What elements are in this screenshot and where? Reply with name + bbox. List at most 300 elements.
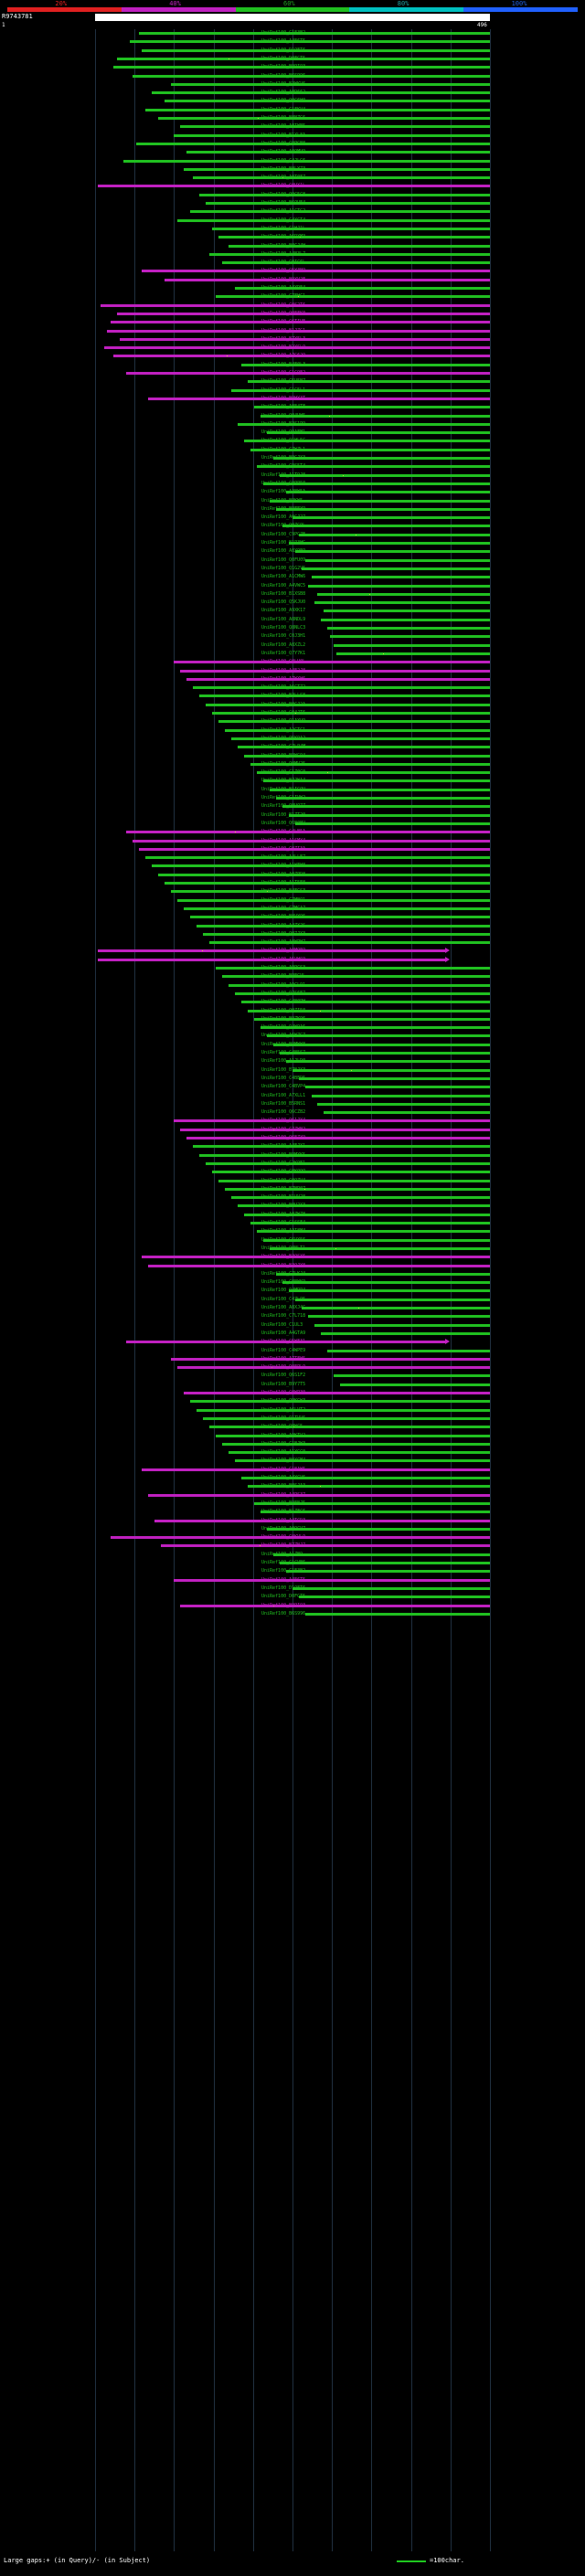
list-item[interactable]: UniRef100_B1IGQU: [261, 786, 306, 792]
hit-bar[interactable]: [148, 1494, 490, 1497]
list-item[interactable]: UniRef100_A9KTV2: [261, 1432, 306, 1438]
hit-bar[interactable]: [302, 567, 490, 570]
hit-bar[interactable]: [206, 704, 490, 706]
table-row[interactable]: [0, 514, 585, 522]
hit-bar[interactable]: [190, 1400, 490, 1403]
hit-bar[interactable]: [314, 601, 490, 604]
list-item[interactable]: UniRef100_A4ZX2S: [261, 922, 306, 928]
table-row[interactable]: [0, 1134, 585, 1142]
hit-bar[interactable]: [142, 1256, 490, 1258]
table-row[interactable]: [0, 446, 585, 454]
table-row[interactable]: [0, 1338, 585, 1346]
list-item[interactable]: UniRef100_C1SSF4: [261, 1220, 306, 1225]
list-item[interactable]: UniRef100_A5VHS9: [261, 956, 306, 962]
list-item[interactable]: UniRef100_C0ZI3A: [261, 845, 306, 852]
table-row[interactable]: [0, 259, 585, 267]
table-row[interactable]: [0, 292, 585, 301]
table-row[interactable]: [0, 726, 585, 735]
table-row[interactable]: [0, 692, 585, 700]
table-row[interactable]: [0, 182, 585, 190]
table-row[interactable]: [0, 717, 585, 726]
list-item[interactable]: UniRef100_A7WXH6: [261, 675, 306, 682]
table-row[interactable]: [0, 1262, 585, 1270]
table-row[interactable]: [0, 735, 585, 743]
table-row[interactable]: [0, 871, 585, 879]
list-item[interactable]: UniRef100_B8NZG6: [261, 115, 306, 121]
list-item[interactable]: UniRef100_Q7S6E7: [261, 990, 306, 996]
table-row[interactable]: [0, 709, 585, 717]
table-row[interactable]: [0, 1007, 585, 1015]
table-row[interactable]: [0, 573, 585, 581]
list-item[interactable]: UniRef100_Q6B0BV: [261, 820, 306, 826]
table-row[interactable]: [0, 1372, 585, 1380]
list-item[interactable]: UniRef100_B3QJY8: [261, 1262, 306, 1268]
hit-bar[interactable]: [308, 1315, 490, 1318]
table-row[interactable]: [0, 63, 585, 71]
table-row[interactable]: [0, 1270, 585, 1278]
hit-bar[interactable]: [206, 1162, 490, 1165]
hit-bar[interactable]: [295, 550, 490, 553]
list-item[interactable]: UniRef100_A8NDL9: [261, 616, 306, 622]
hit-bar[interactable]: [292, 1587, 490, 1590]
list-item[interactable]: UniRef100_C1BJW3: [261, 1440, 306, 1447]
hit-bar[interactable]: [280, 1052, 490, 1055]
list-item[interactable]: UniRef100_C4BVP4: [261, 1084, 306, 1090]
hit-bar[interactable]: [286, 491, 490, 493]
list-item[interactable]: UniRef100_C4ZL95: [261, 1296, 306, 1302]
hit-bar[interactable]: [299, 1595, 490, 1598]
table-row[interactable]: [0, 1304, 585, 1312]
table-row[interactable]: [0, 217, 585, 225]
hit-bar[interactable]: [171, 1358, 490, 1361]
list-item[interactable]: UniRef100_C1BAW5: [261, 1466, 306, 1472]
list-item[interactable]: UniRef100_B7ZNJ7: [261, 1542, 306, 1549]
hit-bar[interactable]: [280, 1562, 490, 1564]
hit-bar[interactable]: [289, 814, 490, 817]
table-row[interactable]: [0, 1576, 585, 1585]
hit-bar[interactable]: [276, 797, 490, 800]
list-item[interactable]: UniRef100_A4B3L7: [261, 250, 306, 257]
list-item[interactable]: UniRef100_D1QFT6: [261, 1585, 306, 1591]
list-item[interactable]: UniRef100_Q9AFM1: [261, 429, 306, 436]
list-item[interactable]: UniRef100_C0QZV4: [261, 1177, 306, 1183]
hit-bar[interactable]: [174, 134, 490, 137]
table-row[interactable]: [0, 853, 585, 862]
table-row[interactable]: [0, 675, 585, 684]
list-item[interactable]: UniRef100_A0QCV7: [261, 1525, 306, 1532]
table-row[interactable]: [0, 1397, 585, 1405]
list-item[interactable]: UniRef100_B4F0L3: [261, 361, 306, 367]
list-item[interactable]: UniRef100_Q1HL5C: [261, 438, 306, 444]
hit-bar[interactable]: [216, 967, 490, 970]
table-row[interactable]: [0, 862, 585, 870]
table-row[interactable]: [0, 998, 585, 1006]
list-item[interactable]: UniRef100_A9CL91: [261, 981, 306, 988]
list-item[interactable]: UniRef100_B8LY73: [261, 165, 306, 172]
list-item[interactable]: UniRef100_B9EBJ5: [261, 1500, 306, 1506]
list-item[interactable]: UniRef100_C7WZL1: [261, 446, 306, 452]
list-item[interactable]: UniRef100_C7ZWN2: [261, 1126, 306, 1132]
hit-bar[interactable]: [126, 831, 490, 833]
list-item[interactable]: UniRef100_B3WKV6: [261, 80, 306, 87]
list-item[interactable]: UniRef100_Q4W9A6: [261, 1024, 306, 1031]
hit-bar[interactable]: [199, 694, 490, 697]
list-item[interactable]: UniRef100_C1UL3: [261, 1321, 303, 1328]
hit-bar[interactable]: [327, 1350, 490, 1352]
table-row[interactable]: [0, 922, 585, 930]
table-row[interactable]: [0, 1245, 585, 1253]
table-row[interactable]: [0, 1193, 585, 1202]
table-row[interactable]: [0, 1610, 585, 1618]
list-item[interactable]: UniRef100_C4JLG6: [261, 157, 306, 164]
list-item[interactable]: UniRef100_Q1G2V5: [261, 565, 306, 571]
table-row[interactable]: [0, 1593, 585, 1601]
hit-bar[interactable]: [295, 1299, 490, 1301]
list-item[interactable]: UniRef100_B3QSX6: [261, 1254, 306, 1260]
table-row[interactable]: [0, 344, 585, 352]
list-item[interactable]: UniRef100_Q0EFK0: [261, 310, 306, 316]
table-row[interactable]: [0, 1023, 585, 1032]
list-item[interactable]: UniRef100_C0LU0L: [261, 659, 306, 665]
list-item[interactable]: UniRef100_B7NR07: [261, 1185, 306, 1192]
list-item[interactable]: UniRef100_Q4MRP4: [261, 1288, 306, 1294]
hit-bar[interactable]: [299, 534, 490, 536]
hit-bar[interactable]: [180, 125, 490, 128]
table-row[interactable]: [0, 879, 585, 887]
list-item[interactable]: UniRef100_B9ZK96: [261, 1015, 306, 1022]
hit-bar[interactable]: [314, 1324, 490, 1327]
hit-bar[interactable]: [289, 1289, 490, 1292]
table-row[interactable]: [0, 607, 585, 615]
hit-bar[interactable]: [184, 168, 490, 171]
hit-bar[interactable]: [302, 1307, 490, 1309]
table-row[interactable]: [0, 207, 585, 216]
list-item[interactable]: UniRef100_Q6S1F2: [261, 1373, 306, 1379]
list-item[interactable]: UniRef100_A4YCV6: [261, 1475, 306, 1480]
hit-bar[interactable]: [276, 508, 490, 511]
table-row[interactable]: [0, 335, 585, 344]
table-row[interactable]: [0, 769, 585, 777]
list-item[interactable]: UniRef100_A1YGC0: [261, 1449, 306, 1456]
table-row[interactable]: [0, 267, 585, 275]
hit-bar[interactable]: [174, 1119, 490, 1122]
table-row[interactable]: [0, 387, 585, 395]
hit-bar[interactable]: [212, 1171, 490, 1173]
list-item[interactable]: UniRef100_Q8WC5: [261, 1424, 303, 1430]
list-item[interactable]: UniRef100_Q1AXU9: [261, 718, 306, 725]
table-row[interactable]: [0, 743, 585, 751]
table-row[interactable]: [0, 106, 585, 114]
table-row[interactable]: [0, 1312, 585, 1320]
table-row[interactable]: [0, 174, 585, 182]
hit-bar[interactable]: [154, 1520, 490, 1522]
table-row[interactable]: [0, 403, 585, 411]
table-row[interactable]: [0, 1202, 585, 1210]
list-item[interactable]: UniRef100_A4E6T5: [261, 38, 306, 45]
list-item[interactable]: UniRef100_A1SMY4: [261, 837, 306, 843]
table-row[interactable]: [0, 1406, 585, 1415]
table-row[interactable]: [0, 395, 585, 403]
hit-bar[interactable]: [212, 228, 490, 230]
list-item[interactable]: UniRef100_A4TCD3: [261, 1517, 306, 1523]
table-row[interactable]: [0, 1567, 585, 1575]
hit-bar[interactable]: [203, 1417, 490, 1420]
table-row[interactable]: [0, 1057, 585, 1065]
table-row[interactable]: [0, 437, 585, 445]
table-row[interactable]: [0, 1415, 585, 1423]
table-row[interactable]: [0, 905, 585, 913]
list-item[interactable]: UniRef100_B6S996: [261, 1610, 306, 1617]
hit-bar[interactable]: [336, 652, 490, 655]
list-item[interactable]: UniRef100_C1E3B2: [261, 1568, 306, 1574]
table-row[interactable]: [0, 122, 585, 131]
table-row[interactable]: [0, 302, 585, 310]
table-row[interactable]: [0, 913, 585, 921]
list-item[interactable]: UniRef100_Q0ZI50: [261, 1007, 306, 1013]
list-item[interactable]: UniRef100_A8XZL2: [261, 641, 306, 648]
hit-bar[interactable]: [321, 1332, 490, 1335]
hit-bar[interactable]: [177, 899, 490, 902]
list-item[interactable]: UniRef100_B7JWA4: [261, 778, 306, 784]
list-item[interactable]: UniRef100_Q1TVV6: [261, 1415, 306, 1421]
hit-bar[interactable]: [177, 1366, 490, 1369]
list-item[interactable]: UniRef100_Q8NLC3: [261, 625, 306, 631]
hit-bar[interactable]: [186, 678, 490, 681]
table-row[interactable]: [0, 1015, 585, 1023]
list-item[interactable]: UniRef100_C1Z0C0: [261, 769, 306, 776]
table-row[interactable]: [0, 641, 585, 650]
hit-bar[interactable]: [174, 661, 490, 663]
list-item[interactable]: UniRef100_B9MXK5: [261, 1151, 306, 1158]
list-item[interactable]: UniRef100_B6QUE4: [261, 200, 306, 206]
list-item[interactable]: UniRef100_B9PI93: [261, 1602, 306, 1608]
table-row[interactable]: [0, 565, 585, 573]
list-item[interactable]: UniRef100_B1XL8A: [261, 132, 306, 138]
hit-bar[interactable]: [174, 1579, 490, 1582]
table-row[interactable]: [0, 956, 585, 964]
list-item[interactable]: UniRef100_C7FHC1: [261, 293, 306, 300]
table-row[interactable]: [0, 114, 585, 122]
hit-bar[interactable]: [180, 1605, 490, 1607]
hit-bar[interactable]: [308, 585, 490, 588]
hit-bar[interactable]: [199, 1154, 490, 1157]
table-row[interactable]: [0, 1083, 585, 1091]
list-item[interactable]: UniRef100_C1HJ1L: [261, 225, 306, 231]
list-item[interactable]: UniRef100_A1T5E8: [261, 880, 306, 885]
list-item[interactable]: UniRef100_C0IC6L: [261, 260, 306, 266]
table-row[interactable]: [0, 1092, 585, 1100]
list-item[interactable]: UniRef100_A7TFH5: [261, 1355, 306, 1362]
table-row[interactable]: [0, 1508, 585, 1516]
table-row[interactable]: [0, 650, 585, 658]
hit-bar[interactable]: [209, 941, 490, 944]
list-item[interactable]: UniRef100_B0SJA3: [261, 1483, 306, 1489]
list-item[interactable]: UniRef100_A8QMV9: [261, 149, 306, 155]
table-row[interactable]: [0, 132, 585, 140]
hit-bar[interactable]: [142, 270, 490, 272]
hit-bar[interactable]: [273, 457, 490, 460]
table-row[interactable]: [0, 1381, 585, 1389]
hit-bar[interactable]: [193, 176, 490, 179]
list-item[interactable]: UniRef100_B9KW5: [261, 497, 303, 504]
table-row[interactable]: [0, 1117, 585, 1125]
table-row[interactable]: [0, 1041, 585, 1049]
hit-bar[interactable]: [190, 916, 490, 918]
hit-bar[interactable]: [340, 1383, 490, 1386]
hit-bar[interactable]: [292, 516, 490, 519]
list-item[interactable]: UniRef100_B1ZT20: [261, 811, 306, 818]
hit-bar[interactable]: [324, 1111, 490, 1114]
hit-bar[interactable]: [139, 32, 490, 35]
list-item[interactable]: UniRef100_B3S1P9: [261, 420, 306, 427]
table-row[interactable]: [0, 658, 585, 666]
hit-bar[interactable]: [161, 1544, 490, 1547]
list-item[interactable]: UniRef100_C7L718: [261, 1313, 306, 1320]
table-row[interactable]: [0, 547, 585, 556]
table-row[interactable]: [0, 1177, 585, 1185]
hit-bar[interactable]: [142, 49, 490, 52]
table-row[interactable]: [0, 1211, 585, 1219]
list-item[interactable]: UniRef100_A3BW5A: [261, 489, 306, 495]
list-item[interactable]: UniRef100_B7BJX3: [261, 1066, 306, 1073]
hit-bar[interactable]: [216, 295, 490, 298]
list-item[interactable]: UniRef100_Q61JY4: [261, 1118, 306, 1124]
list-item[interactable]: UniRef100_C9PGB8: [261, 140, 306, 146]
table-row[interactable]: [0, 97, 585, 105]
list-item[interactable]: UniRef100_A1T9J8: [261, 472, 306, 478]
list-item[interactable]: UniRef100_A1CMW6: [261, 574, 306, 580]
list-item[interactable]: UniRef100_A0ZPD8: [261, 871, 306, 877]
list-item[interactable]: UniRef100_C1FKV4: [261, 106, 306, 112]
table-row[interactable]: [0, 1236, 585, 1245]
table-row[interactable]: [0, 1227, 585, 1235]
table-row[interactable]: [0, 55, 585, 63]
table-row[interactable]: [0, 1440, 585, 1448]
list-item[interactable]: UniRef100_A8X9E9: [261, 548, 306, 555]
table-row[interactable]: [0, 632, 585, 641]
list-item[interactable]: UniRef100_C7MCA7: [261, 905, 306, 911]
table-row[interactable]: [0, 276, 585, 284]
list-item[interactable]: UniRef100_C9PG7E: [261, 531, 306, 537]
table-row[interactable]: [0, 1482, 585, 1490]
table-row[interactable]: [0, 47, 585, 55]
table-row[interactable]: [0, 1066, 585, 1075]
hit-bar[interactable]: [292, 1069, 490, 1072]
hit-bar[interactable]: [184, 907, 490, 910]
hit-bar[interactable]: [190, 210, 490, 213]
table-row[interactable]: [0, 488, 585, 496]
table-row[interactable]: [0, 701, 585, 709]
hit-bar[interactable]: [334, 1374, 490, 1377]
table-row[interactable]: [0, 624, 585, 632]
list-item[interactable]: UniRef100_B0CJ4H: [261, 242, 306, 249]
hit-bar[interactable]: [145, 109, 490, 111]
list-item[interactable]: UniRef100_Q0ZG9L: [261, 523, 306, 529]
table-row[interactable]: [0, 1126, 585, 1134]
hit-bar[interactable]: [312, 1095, 490, 1097]
list-item[interactable]: UniRef100_A1ZB9: [261, 1551, 303, 1557]
table-row[interactable]: [0, 1168, 585, 1176]
table-row[interactable]: [0, 1321, 585, 1330]
table-row[interactable]: [0, 1457, 585, 1465]
table-row[interactable]: [0, 1517, 585, 1525]
table-row[interactable]: [0, 1389, 585, 1397]
hit-bar[interactable]: [212, 712, 490, 715]
list-item[interactable]: UniRef100_C5WF31: [261, 1339, 306, 1345]
table-row[interactable]: [0, 352, 585, 360]
hit-bar[interactable]: [305, 1086, 490, 1088]
hit-bar[interactable]: [218, 236, 490, 239]
hit-bar[interactable]: [305, 559, 490, 562]
table-row[interactable]: [0, 140, 585, 148]
table-row[interactable]: [0, 1032, 585, 1040]
list-item[interactable]: UniRef100_C1G9E2: [261, 370, 306, 376]
hit-bar[interactable]: [130, 40, 490, 43]
list-item[interactable]: UniRef100_B5RNS1: [261, 1100, 306, 1107]
list-item[interactable]: UniRef100_A1CTG2: [261, 208, 306, 215]
table-row[interactable]: [0, 964, 585, 972]
table-row[interactable]: [0, 1559, 585, 1567]
table-row[interactable]: [0, 667, 585, 675]
list-item[interactable]: UniRef100_Q07JX3: [261, 930, 306, 937]
list-item[interactable]: UniRef100_A7XLL1: [261, 1092, 306, 1098]
list-item[interactable]: UniRef100_C9S5T4: [261, 463, 306, 470]
list-item[interactable]: UniRef100_A7G629: [261, 353, 306, 359]
table-row[interactable]: [0, 199, 585, 207]
table-row[interactable]: [0, 361, 585, 369]
table-row[interactable]: [0, 752, 585, 760]
list-item[interactable]: UniRef100_C4WPE9: [261, 1347, 306, 1353]
list-item[interactable]: UniRef100_Q9C5C8: [261, 191, 306, 197]
hit-bar[interactable]: [295, 822, 490, 825]
list-item[interactable]: UniRef100_C7MBQ1: [261, 896, 306, 903]
table-row[interactable]: [0, 828, 585, 836]
list-item[interactable]: UniRef100_B1UV28: [261, 1194, 306, 1201]
table-row[interactable]: [0, 497, 585, 505]
list-item[interactable]: UniRef100_C4BED5: [261, 1075, 306, 1081]
table-row[interactable]: [0, 1100, 585, 1108]
list-item[interactable]: UniRef100_C4B0PH: [261, 999, 306, 1005]
table-row[interactable]: [0, 599, 585, 607]
list-item[interactable]: UniRef100_A0CJ27: [261, 514, 306, 521]
list-item[interactable]: UniRef100_B9MWW8: [261, 1041, 306, 1047]
list-item[interactable]: UniRef100_A8E4TF: [261, 404, 306, 410]
list-item[interactable]: UniRef100_Q0FU09: [261, 557, 306, 563]
list-item[interactable]: UniRef100_A0MQE9: [261, 948, 306, 954]
table-row[interactable]: [0, 1142, 585, 1150]
list-item[interactable]: UniRef100_C0KVL9: [261, 1534, 306, 1541]
table-row[interactable]: [0, 89, 585, 97]
table-row[interactable]: [0, 930, 585, 938]
list-item[interactable]: UniRef100_Q5K9A2: [261, 735, 306, 741]
list-item[interactable]: UniRef100_B3LLS8: [261, 693, 306, 699]
table-row[interactable]: [0, 1585, 585, 1593]
table-row[interactable]: [0, 1355, 585, 1363]
table-row[interactable]: [0, 811, 585, 820]
table-row[interactable]: [0, 522, 585, 530]
table-row[interactable]: [0, 462, 585, 471]
list-item[interactable]: UniRef100_A6CT72: [261, 684, 306, 691]
hit-bar[interactable]: [123, 160, 490, 163]
list-item[interactable]: UniRef100_Q8UQ7Z: [261, 803, 306, 810]
table-row[interactable]: [0, 225, 585, 233]
table-row[interactable]: [0, 1602, 585, 1610]
hit-bar[interactable]: [206, 202, 490, 205]
list-item[interactable]: UniRef100_B9PI93: [261, 64, 306, 70]
table-row[interactable]: [0, 1533, 585, 1542]
list-item[interactable]: UniRef100_A8IWB5: [261, 123, 306, 130]
list-item[interactable]: UniRef100_C5U5N7: [261, 378, 306, 385]
